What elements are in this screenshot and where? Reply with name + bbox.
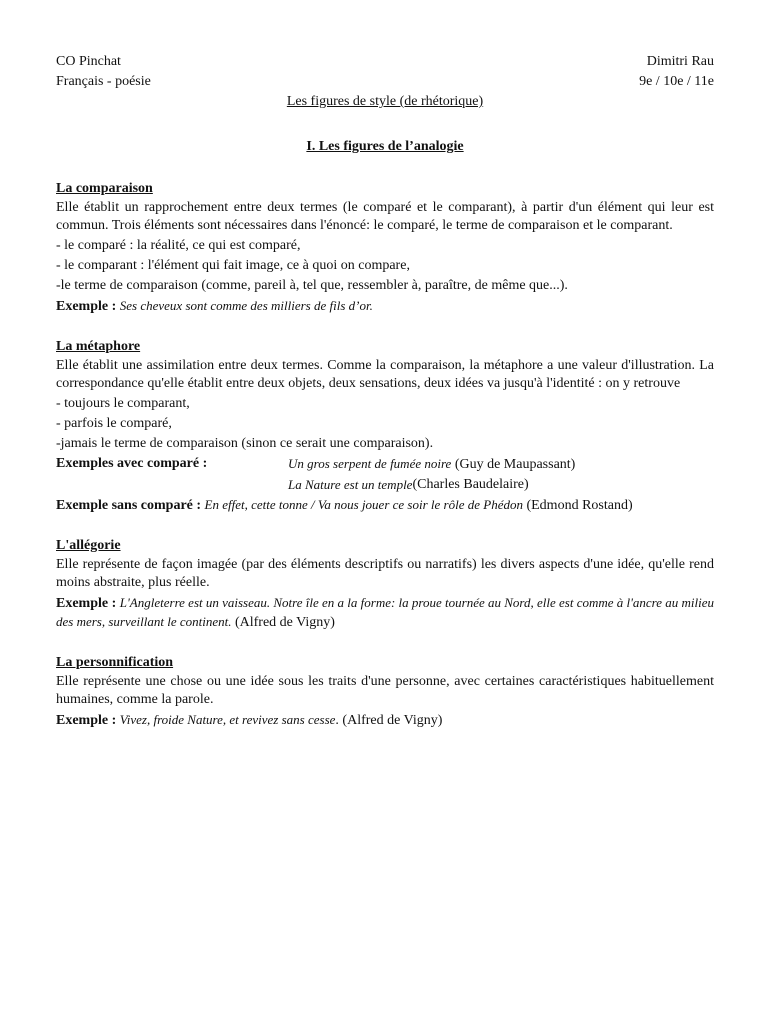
list-item: - le comparant : l'élément qui fait image, ce à quoi on compare,: [56, 258, 410, 273]
list-item: - toujours le comparant,: [56, 396, 190, 411]
example-author: (Charles Baudelaire): [412, 477, 529, 492]
paragraph-allegorie: Elle représente de façon imagée (par des éléments descriptifs ou narratifs) les divers aspects d'une idée, qu'elle rend moins abstraite, plus réelle.: [56, 557, 714, 590]
example-label: Exemple :: [56, 713, 117, 728]
section-personnification: [56, 654, 714, 730]
example-label: Exemple :: [56, 596, 117, 611]
section-comparaison: [56, 180, 714, 316]
list-item: - le comparé : la réalité, ce qui est comparé,: [56, 238, 301, 253]
example-author: (Alfred de Vigny): [231, 615, 335, 630]
heading-allegorie: L'allégorie: [56, 538, 121, 553]
list-item: -le terme de comparaison (comme, pareil à, tel que, ressembler à, paraître, de même que...).: [56, 278, 568, 293]
heading-personnification: La personnification: [56, 655, 174, 670]
school-name: CO Pinchat: [56, 54, 121, 69]
paragraph-personnification: Elle représente une chose ou une idée sous les traits d'une personne, avec certaines caractéristiques habituellement humaines, comme la parole.: [56, 674, 714, 707]
example-author: . (Alfred de Vigny): [335, 713, 443, 728]
example-text: La Nature est un temple: [288, 477, 413, 492]
example-label: Exemple :: [56, 299, 117, 314]
example-author: (Guy de Maupassant): [451, 457, 576, 472]
section-metaphore: [56, 338, 714, 515]
heading-metaphore: La métaphore: [56, 339, 141, 354]
examples-label: Exemples avec comparé :: [56, 456, 208, 471]
example-text: L'Angleterre est un vaisseau. Notre île en a la forme: la proue tournée au Nord, elle est comme à l'ancre au milieu des mers, surveillant le continent.: [56, 595, 715, 629]
list-item: -jamais le terme de comparaison (sinon ce serait une comparaison).: [56, 436, 434, 451]
document-title: Les figures de style (de rhétorique): [286, 94, 484, 109]
example-row-3: [56, 496, 714, 515]
example-text: Vivez, froide Nature, et revivez sans cesse: [119, 712, 336, 727]
section-title: I. Les figures de l’analogie: [306, 139, 464, 154]
heading-comparaison: La comparaison: [56, 181, 153, 196]
header-row-2: [56, 73, 714, 93]
header-row-1: [56, 53, 714, 73]
example-allegorie: [56, 594, 714, 632]
example-text: En effet, cette tonne / Va nous jouer ce soir le rôle de Phédon: [204, 497, 523, 512]
example-label: Exemple sans comparé :: [56, 498, 202, 513]
teacher-name: Dimitri Rau: [646, 54, 714, 69]
example-row-1: [56, 455, 714, 474]
example-personnification: [56, 711, 714, 730]
section-allegorie: [56, 537, 714, 632]
paragraph-comparaison: Elle établit un rapprochement entre deux termes (le comparé et le comparant), à partir d'un élément qui leur est commun. Trois éléments sont nécessaires dans l'énoncé: le comparé, le terme de comparaison et le comparant.: [56, 200, 714, 233]
example-author: (Edmond Rostand): [522, 498, 633, 513]
grades: 9e / 10e / 11e: [639, 74, 714, 89]
subject: Français - poésie: [56, 74, 151, 89]
list-item: - parfois le comparé,: [56, 416, 172, 431]
example-comparaison: [56, 297, 714, 316]
document-content: [56, 53, 714, 730]
example-text: Un gros serpent de fumée noire: [288, 456, 452, 471]
example-text: Ses cheveux sont comme des milliers de fils d’or.: [119, 298, 373, 313]
paragraph-metaphore: Elle établit une assimilation entre deux termes. Comme la comparaison, la métaphore a une valeur d'illustration. La correspondance qu'elle établit entre deux objets, deux sensations, deux idées va jusqu'à l'identité : on y retrouve: [56, 358, 714, 391]
example-row-2: [56, 476, 714, 494]
